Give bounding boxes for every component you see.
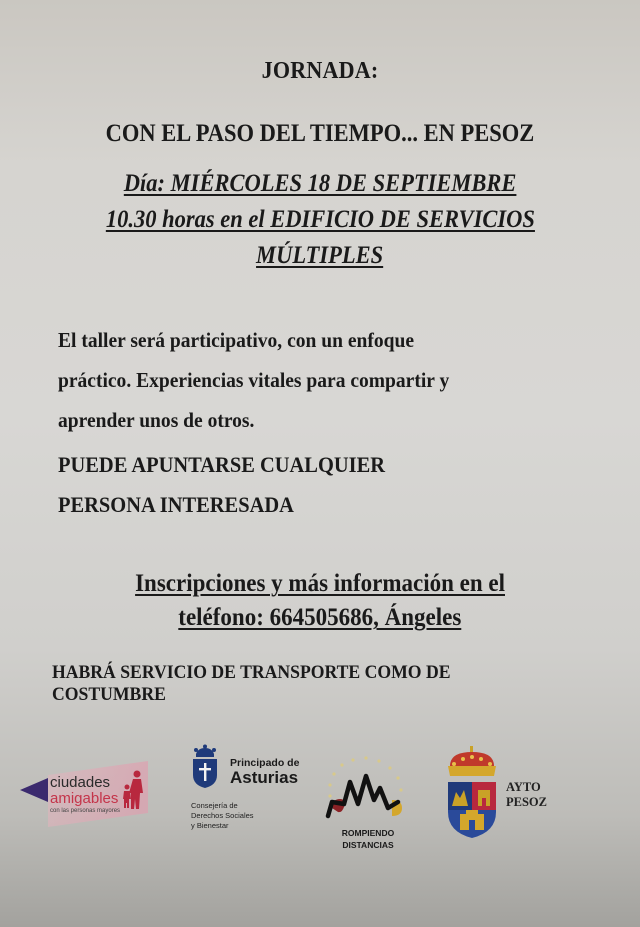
logo-text: AYTO xyxy=(506,780,541,794)
logo-text: ROMPIENDO xyxy=(341,828,395,838)
description-line: El taller será participativo, con un enfoque xyxy=(58,328,415,352)
call-to-action-line: PUEDE APUNTARSE CUALQUIER xyxy=(58,452,386,477)
contact-info xyxy=(0,570,640,598)
logo-text: ciudades xyxy=(50,774,111,791)
event-date xyxy=(0,170,640,198)
people-icon xyxy=(122,770,144,810)
logo-text: Principado de xyxy=(230,757,300,769)
pesoz-coat-of-arms-icon xyxy=(444,744,500,840)
description-line: aprender unos de otros. xyxy=(58,408,255,432)
department-text: y Bienestar xyxy=(191,821,229,830)
description-line: práctico. Experiencias vitales para compartir y xyxy=(58,368,450,392)
event-time-text: 10.30 horas en el EDIFICIO DE SERVICIOS xyxy=(105,206,535,233)
contact-phone xyxy=(0,604,640,632)
event-place xyxy=(0,242,640,270)
logo-text: amigables xyxy=(50,790,119,807)
event-place-text: MÚLTIPLES xyxy=(256,242,384,269)
logo-text: PESOZ xyxy=(506,795,547,809)
event-subtitle: CON EL PASO DEL TIEMPO... EN PESOZ xyxy=(105,120,535,147)
logo-text: DISTANCIAS xyxy=(342,840,394,850)
transport-note: HABRÁ SERVICIO DE TRANSPORTE COMO DE xyxy=(52,662,451,683)
department-text: Consejería de xyxy=(191,801,238,810)
kite-icon xyxy=(20,778,48,802)
contact-line: Inscripciones y más información en el xyxy=(135,570,505,597)
asturias-shield-icon xyxy=(192,744,218,788)
principado-asturias-logo xyxy=(190,744,320,834)
ayto-pesoz-logo xyxy=(444,744,564,840)
transport-note: COSTUMBRE xyxy=(52,684,166,705)
event-time xyxy=(0,206,640,234)
event-date-text: Día: MIÉRCOLES 18 DE SEPTIEMBRE xyxy=(123,170,517,197)
mountain-stars-icon xyxy=(322,752,414,828)
poster-title: JORNADA: xyxy=(261,58,379,84)
department-text: Derechos Sociales xyxy=(191,811,254,820)
contact-line: teléfono: 664505686, Ángeles xyxy=(178,604,462,631)
call-to-action-line: PERSONA INTERESADA xyxy=(58,492,294,517)
rompiendo-distancias-logo xyxy=(322,752,414,858)
logo-text: con las personas mayores xyxy=(50,808,121,814)
logo-text: Asturias xyxy=(230,768,299,787)
ciudades-amigables-logo xyxy=(20,764,150,824)
